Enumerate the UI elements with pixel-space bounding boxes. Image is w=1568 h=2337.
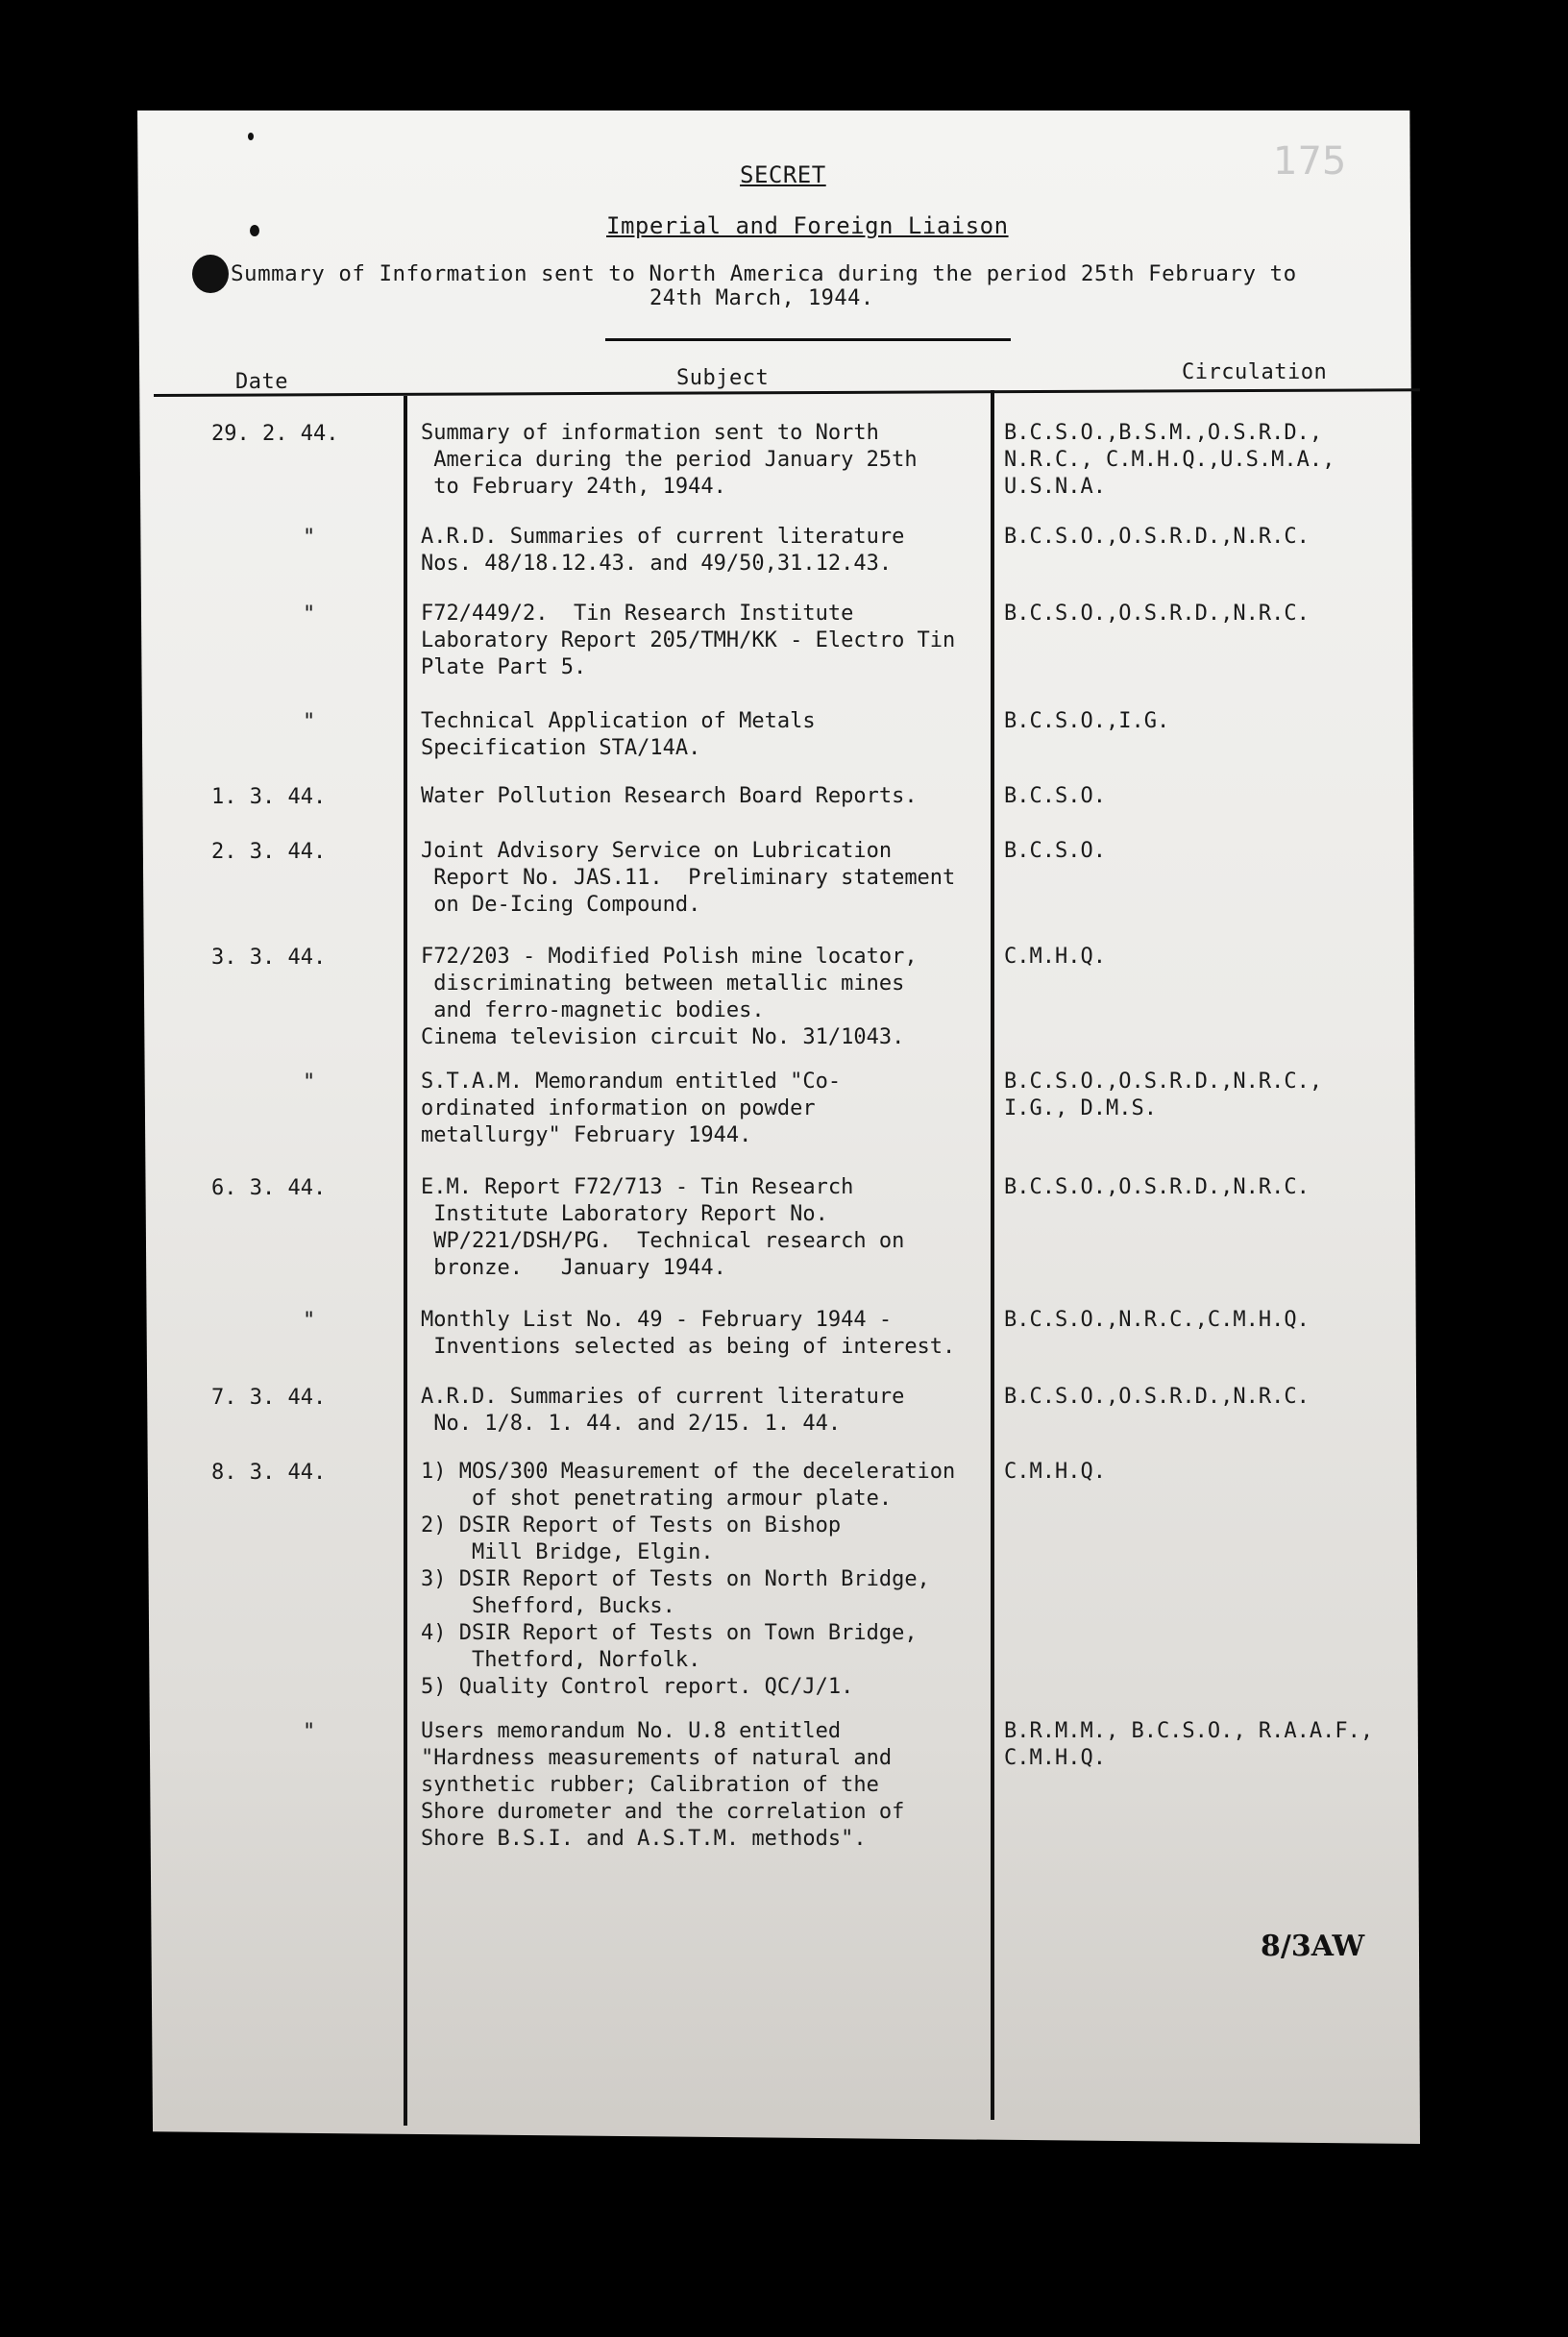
row-date: 1. 3. 44. [211,785,327,809]
row-subject: A.R.D. Summaries of current literature Nos. 48/18.12.43. and 49/50,31.12.43. [421,525,905,576]
row-circulation: B.C.S.O.,O.S.R.D.,N.R.C. [1004,1175,1310,1199]
row-subject: Joint Advisory Service on Lubrication Report No. JAS.11. Preliminary statement on De-Icing Compound. [421,839,956,917]
row-date: 7. 3. 44. [211,1386,327,1410]
department-heading: Imperial and Foreign Liaison [606,212,1009,239]
row-date: " [303,603,316,627]
row-circulation: B.R.M.M., B.C.S.O., R.A.A.F., C.M.H.Q. [1004,1719,1374,1770]
row-circulation: B.C.S.O.,O.S.R.D.,N.R.C. [1004,525,1310,549]
row-circulation: B.C.S.O. [1004,784,1106,808]
row-date: " [303,1070,316,1095]
page-number: 175 [1273,139,1347,184]
row-subject: S.T.A.M. Memorandum entitled "Co- ordinated information on powder metallurgy" February 1944. [421,1070,842,1147]
column-header-circulation: Circulation [1182,360,1328,384]
row-subject: A.R.D. Summaries of current literature No. 1/8. 1. 44. and 2/15. 1. 44. [421,1385,905,1436]
row-date: " [303,710,316,734]
punch-hole [248,133,254,140]
row-date: " [303,526,316,550]
classification-heading: SECRET [740,161,826,188]
ink-blot [192,255,229,293]
row-subject: 1) MOS/300 Measurement of the deceleration of shot penetrating armour plate. 2) DSIR Report of Tests on Bishop Mill Bridge, Elgin. 3) DSIR Report of Tests on North Bridge, Shefford, Bucks. 4) DSIR Report of Tests on Town Bridge, Thetford, Norfolk. 5) Quality Control report. QC/J/1. [421,1460,956,1699]
row-date: " [303,1309,316,1333]
summary-line-1: Summary of Information sent to North America during the period 25th February to [231,261,1297,286]
row-subject: E.M. Report F72/713 - Tin Research Institute Laboratory Report No. WP/221/DSH/PG. Technical research on bronze. January 1944. [421,1175,905,1280]
column-header-date: Date [235,370,288,394]
row-subject: Technical Application of Metals Specification STA/14A. [421,709,816,760]
row-subject: Water Pollution Research Board Reports. [421,784,918,808]
handwritten-initials: 8/3AW [1261,1930,1365,1963]
row-circulation: B.C.S.O.,N.R.C.,C.M.H.Q. [1004,1308,1310,1332]
heading-underline [605,338,1011,341]
row-circulation: B.C.S.O.,B.S.M.,O.S.R.D., N.R.C., C.M.H.Q.,U.S.M.A., U.S.N.A. [1004,421,1335,499]
row-circulation: C.M.H.Q. [1004,945,1106,969]
column-header-subject: Subject [676,366,770,390]
row-subject: F72/449/2. Tin Research Institute Laboratory Report 205/TMH/KK - Electro Tin Plate Part 5. [421,602,956,679]
row-circulation: B.C.S.O.,I.G. [1004,709,1170,733]
row-circulation: B.C.S.O.,O.S.R.D.,N.R.C. [1004,602,1310,626]
row-date: 3. 3. 44. [211,946,327,970]
row-date: 29. 2. 44. [211,422,339,446]
row-circulation: B.C.S.O.,O.S.R.D.,N.R.C. [1004,1385,1310,1409]
row-date: " [303,1720,316,1744]
row-subject: Summary of information sent to North America during the period January 25th to February 24th, 1944. [421,421,918,499]
row-subject: Users memorandum No. U.8 entitled "Hardness measurements of natural and synthetic rubber; Calibration of the Shore durometer and the correlation of Shore B.S.I. and A.S.T.M. methods". [421,1719,905,1851]
punch-hole [250,225,259,236]
row-date: 6. 3. 44. [211,1176,327,1200]
row-date: 8. 3. 44. [211,1461,327,1485]
row-circulation: B.C.S.O.,O.S.R.D.,N.R.C., I.G., D.M.S. [1004,1070,1323,1120]
row-date: 2. 3. 44. [211,840,327,864]
row-circulation: C.M.H.Q. [1004,1460,1106,1484]
summary-line-2: 24th March, 1944. [649,286,874,310]
row-circulation: B.C.S.O. [1004,839,1106,863]
row-subject: Monthly List No. 49 - February 1944 - Inventions selected as being of interest. [421,1308,956,1359]
row-subject: F72/203 - Modified Polish mine locator, discriminating between metallic mines and ferro-magnetic bodies. Cinema television circuit No. 31/1043. [421,945,918,1049]
column-divider-left [404,396,407,2126]
column-divider-right [991,390,994,2120]
